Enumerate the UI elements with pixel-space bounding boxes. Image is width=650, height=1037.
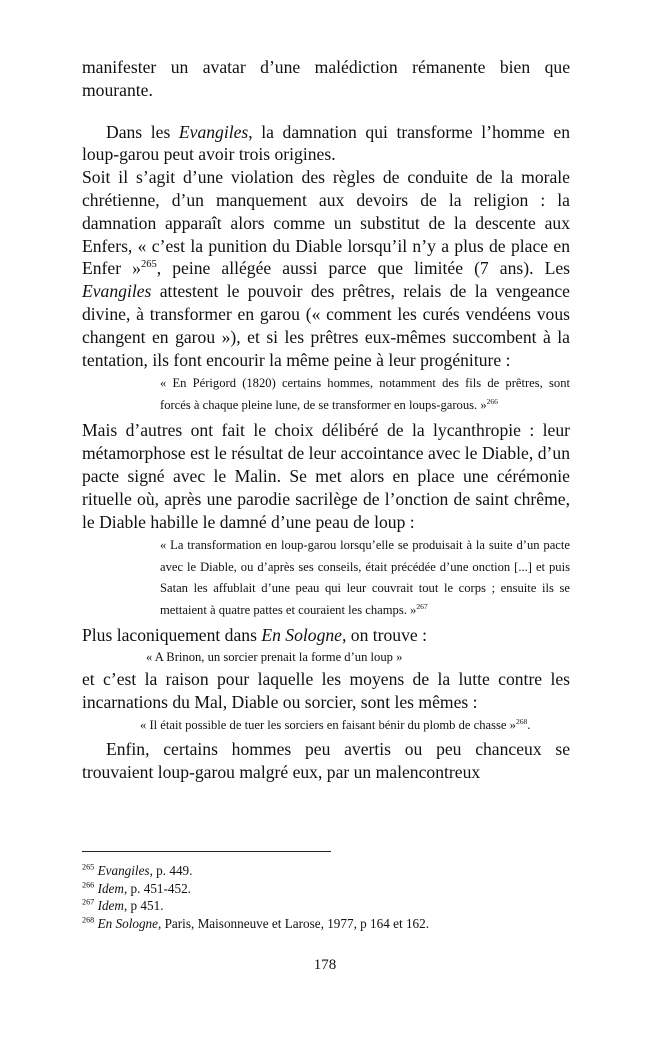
footnote-text: , p. 449.	[149, 863, 193, 878]
text-run: Soit il s’agit d’une violation des règles de conduite de la morale chrétienne, d’un manquement aux devoirs de la religion : la damnation apparaît alors comme un substitut de la descente aux Enfers, « c’est la punition du Diable lorsqu’il n’y a plus de place en Enfer »	[82, 167, 570, 279]
paragraph-violation	[82, 166, 570, 371]
text-run: , peine allégée aussi parce que limitée (7 ans). Les	[156, 258, 570, 279]
footnotes	[82, 862, 570, 932]
footnote-text: , Paris, Maisonneuve et Larose, 1977, p 164 et 162.	[158, 915, 430, 931]
text-run: .	[527, 717, 531, 732]
text-run: , la damnation qui transforme l’homme en loup-garou peut avoir trois origines.	[82, 121, 570, 165]
italic-title: En Sologne,	[261, 625, 347, 646]
footnote-number: 266	[82, 880, 95, 890]
paragraph-sologne	[82, 624, 570, 647]
footnote-title: En Sologne	[97, 915, 158, 931]
block-quote	[160, 373, 570, 416]
footnote	[82, 897, 570, 915]
page-number: 178	[313, 957, 337, 973]
footnote-title: Idem	[97, 898, 124, 914]
footnote-ref: 266	[486, 396, 498, 406]
footnote	[82, 862, 570, 880]
footnote	[82, 880, 570, 898]
footnote-title: Evangiles	[97, 863, 150, 878]
text-run: Dans les	[106, 121, 179, 142]
footnote	[82, 915, 570, 933]
footnote-ref: 265	[140, 259, 157, 271]
text-run: on trouve :	[346, 625, 427, 646]
footnote-number: 268	[82, 915, 95, 925]
paragraph-origins	[82, 121, 570, 167]
footnote-number: 267	[82, 897, 95, 907]
quote-text: « La transformation en loup-garou lorsqu’elle se produisait à la suite d’un pacte avec le Diable, ou d’après ses conseils, était précédée d’une onction [...] et puis Satan les affublait d’une peau qui leur couvrait tout le corps ; ensuite ils se mettaient à quatre pattes et couraient les champs. »	[160, 538, 570, 617]
paragraph-finally: Enfin, certains hommes peu avertis ou peu chanceux se trouvaient loup-garou malgré eux, par un malencontreux	[82, 738, 570, 782]
block-quote	[160, 535, 570, 621]
footnote-title: Idem	[97, 880, 124, 896]
paragraph-means: et c’est la raison pour laquelle les moyens de la lutte contre les incarnations du Mal, Diable ou sorcier, sont les mêmes :	[82, 669, 570, 712]
paragraph-pact: Mais d’autres ont fait le choix délibéré de la lycanthropie : leur métamorphose est le résultat de leur accointance avec le Diable, d’un pacte signé avec le Malin. Se met alors en place une cérémonie rituelle où, après une parodie sacrilège de l’onction de saint chrême, le Diable habille le damné d’une peau de loup :	[82, 420, 570, 532]
paragraph-gap	[82, 102, 570, 121]
footnote-divider	[82, 851, 331, 852]
quote-text: « Il était possible de tuer les sorciers en faisant bénir du plomb de chasse »	[140, 717, 516, 732]
footnote-text: , p 451.	[123, 898, 164, 914]
footnote-number: 265	[82, 862, 95, 872]
text-run: Plus laconiquement dans	[82, 625, 262, 646]
footnote-ref: 267	[416, 601, 428, 611]
body-text	[82, 56, 570, 783]
quote-text: « En Périgord (1820) certains hommes, notamment des fils de prêtres, sont forcés à chaque pleine lune, de se transformer en loups-garous. »	[160, 376, 570, 412]
footnote-text: , p. 451-452.	[123, 880, 191, 896]
block-quote: « A Brinon, un sorcier prenait la forme d’un loup »	[146, 650, 403, 665]
footnote-ref: 268	[515, 716, 528, 726]
paragraph-continuation: manifester un avatar d’une malédiction rémanente bien que mourante.	[82, 57, 570, 100]
italic-title: Evangiles	[178, 121, 249, 142]
italic-title: Evangiles	[82, 281, 152, 302]
text-run: attestent le pouvoir des prêtres, relais de la vengeance divine, à transformer en garou (« comment les curés vendéens vous changent en garou »), et si les prêtres eux-mêmes succombent à la tentation, ils font encourir la même peine à leur progéniture :	[82, 281, 570, 370]
block-quote	[140, 716, 570, 735]
